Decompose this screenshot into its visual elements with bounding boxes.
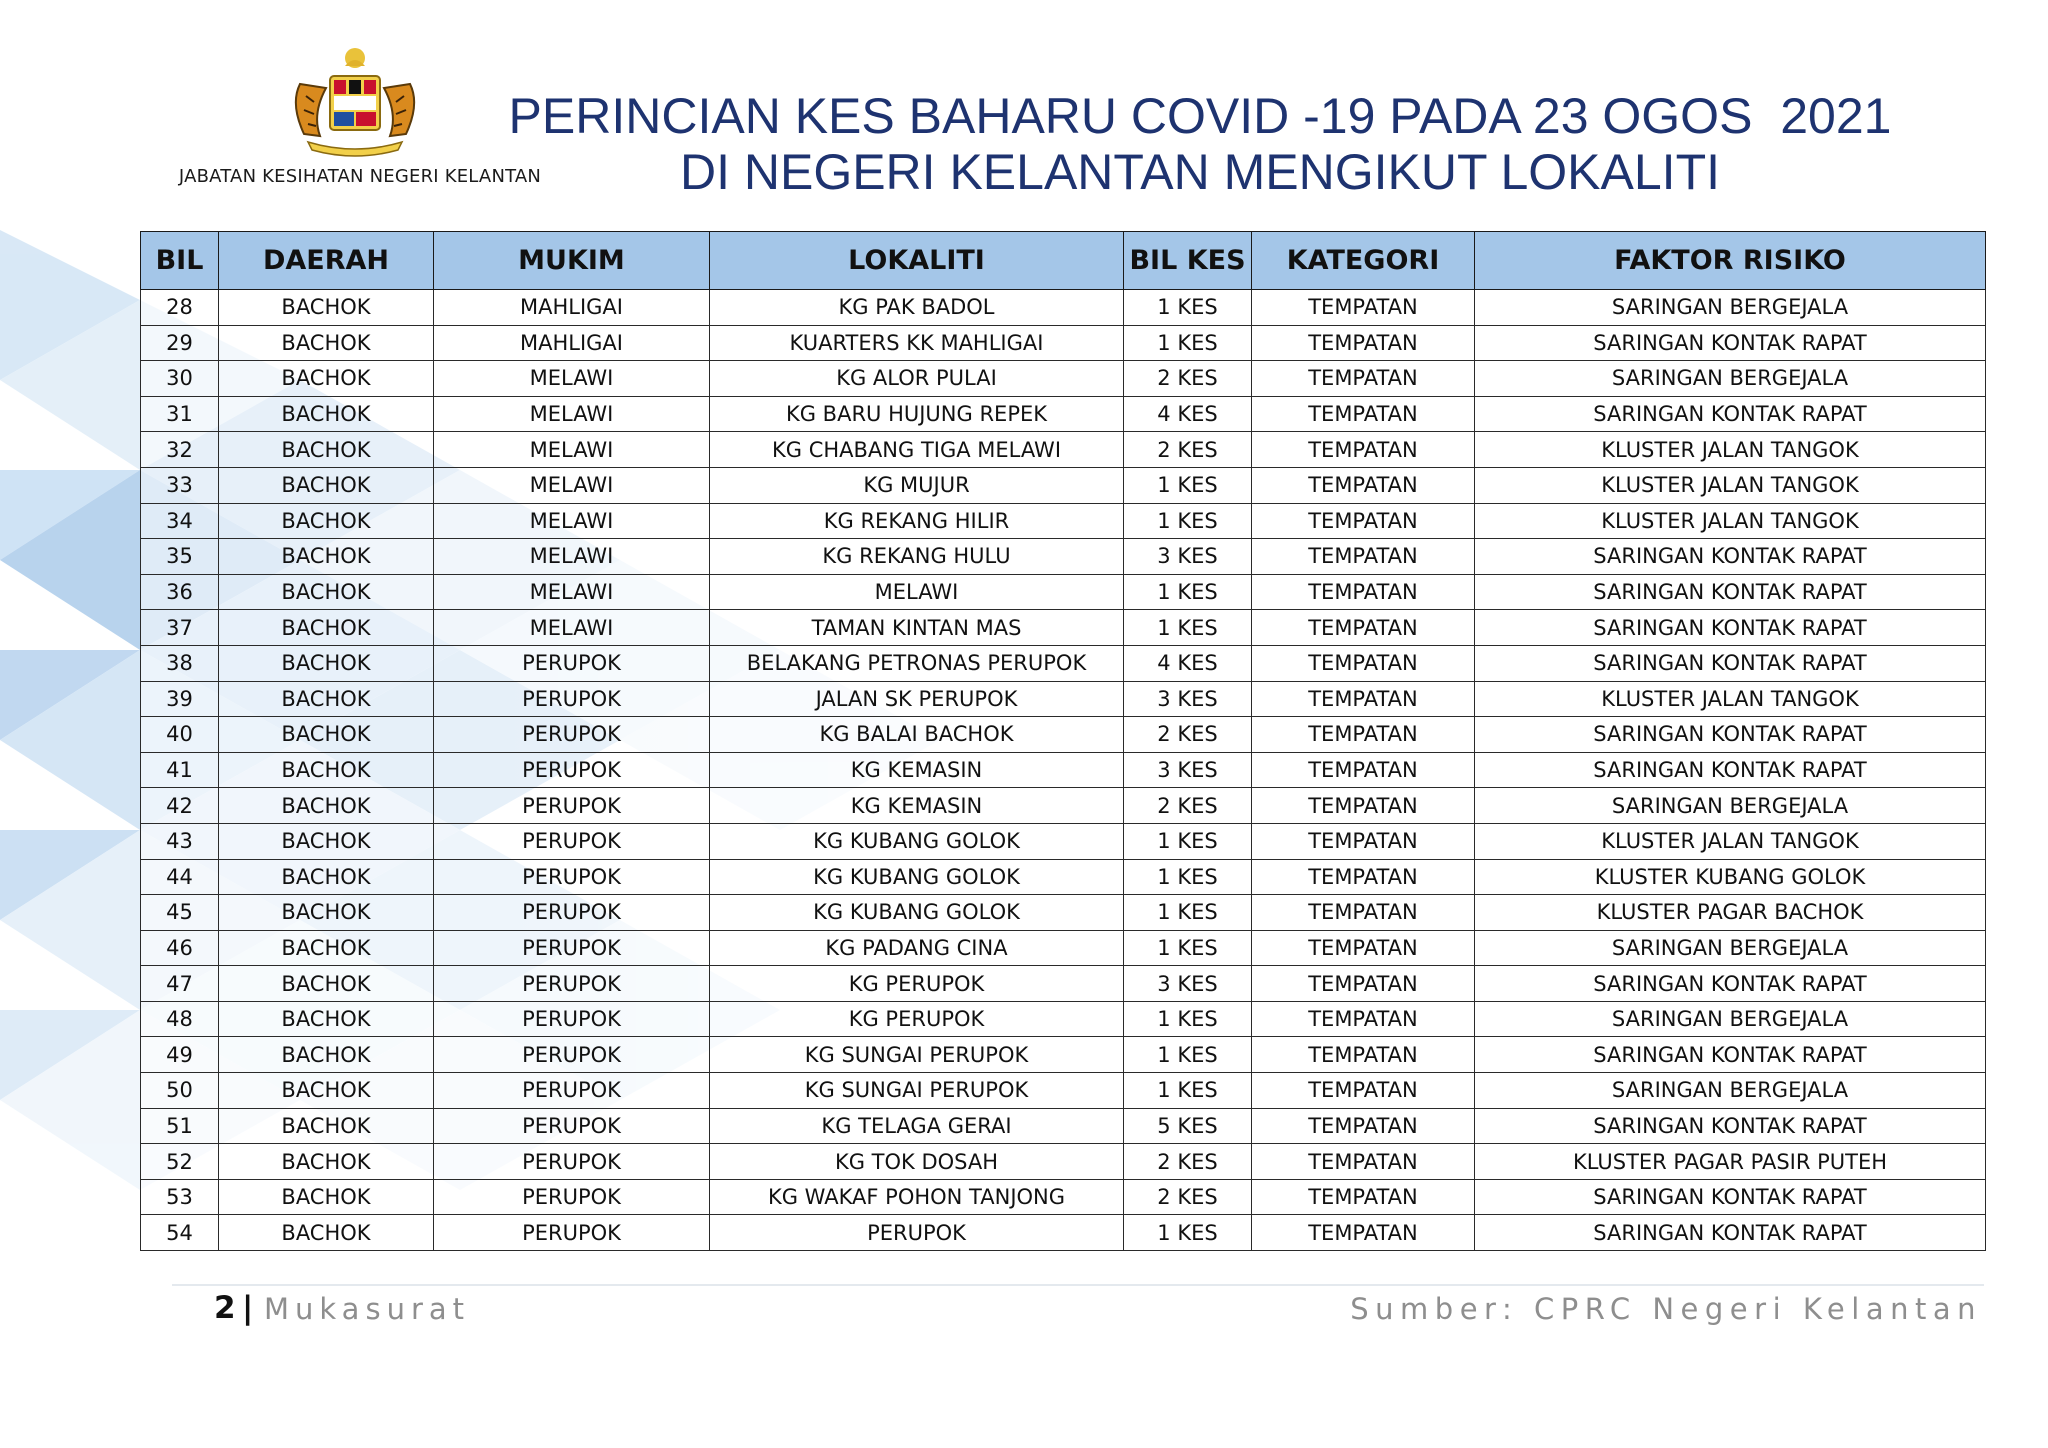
table-row xyxy=(141,539,1986,575)
cell-bil-kes: 5 KES xyxy=(1124,1108,1252,1144)
coat-of-arms-logo xyxy=(270,44,440,164)
cell-bil-kes: 2 KES xyxy=(1124,788,1252,824)
cell-faktor-risiko: SARINGAN KONTAK RAPAT xyxy=(1475,717,1986,753)
cell-faktor-risiko: KLUSTER PAGAR BACHOK xyxy=(1475,895,1986,931)
column-header-lokaliti: LOKALITI xyxy=(710,232,1124,290)
footer-divider xyxy=(172,1284,1984,1286)
table-row xyxy=(141,645,1986,681)
cell-bil: 42 xyxy=(141,788,219,824)
cell-kategori: TEMPATAN xyxy=(1252,467,1475,503)
cell-kategori: TEMPATAN xyxy=(1252,823,1475,859)
table-row xyxy=(141,574,1986,610)
cell-daerah: BACHOK xyxy=(219,467,434,503)
cell-bil-kes: 1 KES xyxy=(1124,1073,1252,1109)
page-separator: | xyxy=(242,1290,254,1326)
cell-daerah: BACHOK xyxy=(219,1215,434,1251)
cell-kategori: TEMPATAN xyxy=(1252,539,1475,575)
cell-kategori: TEMPATAN xyxy=(1252,1144,1475,1180)
title-line-2: DI NEGERI KELANTAN MENGIKUT LOKALITI xyxy=(679,144,1721,200)
cell-bil-kes: 2 KES xyxy=(1124,432,1252,468)
cell-bil-kes: 3 KES xyxy=(1124,966,1252,1002)
cell-bil-kes: 1 KES xyxy=(1124,823,1252,859)
title-line-1: PERINCIAN KES BAHARU COVID -19 PADA 23 OGOS 2021 xyxy=(508,88,1892,144)
cell-daerah: BACHOK xyxy=(219,645,434,681)
cell-lokaliti: KG SUNGAI PERUPOK xyxy=(710,1037,1124,1073)
cell-bil-kes: 3 KES xyxy=(1124,539,1252,575)
cell-daerah: BACHOK xyxy=(219,325,434,361)
cell-kategori: TEMPATAN xyxy=(1252,1001,1475,1037)
cell-lokaliti: KG WAKAF POHON TANJONG xyxy=(710,1179,1124,1215)
cell-daerah: BACHOK xyxy=(219,1037,434,1073)
cell-faktor-risiko: SARINGAN BERGEJALA xyxy=(1475,290,1986,326)
cell-bil: 53 xyxy=(141,1179,219,1215)
cell-daerah: BACHOK xyxy=(219,574,434,610)
cell-daerah: BACHOK xyxy=(219,895,434,931)
cell-mukim: MAHLIGAI xyxy=(434,290,710,326)
cell-kategori: TEMPATAN xyxy=(1252,432,1475,468)
cell-bil: 37 xyxy=(141,610,219,646)
cell-lokaliti: KG KEMASIN xyxy=(710,788,1124,824)
cell-faktor-risiko: KLUSTER JALAN TANGOK xyxy=(1475,503,1986,539)
cell-lokaliti: KG BALAI BACHOK xyxy=(710,717,1124,753)
cell-kategori: TEMPATAN xyxy=(1252,930,1475,966)
cell-bil-kes: 4 KES xyxy=(1124,396,1252,432)
cell-daerah: BACHOK xyxy=(219,290,434,326)
cell-daerah: BACHOK xyxy=(219,539,434,575)
cell-daerah: BACHOK xyxy=(219,717,434,753)
cell-mukim: MELAWI xyxy=(434,467,710,503)
source-note: Sumber: CPRC Negeri Kelantan xyxy=(1350,1292,1982,1326)
cell-faktor-risiko: KLUSTER JALAN TANGOK xyxy=(1475,432,1986,468)
cell-bil-kes: 1 KES xyxy=(1124,1001,1252,1037)
cell-daerah: BACHOK xyxy=(219,788,434,824)
cell-bil: 32 xyxy=(141,432,219,468)
cell-kategori: TEMPATAN xyxy=(1252,610,1475,646)
cell-bil: 51 xyxy=(141,1108,219,1144)
cell-lokaliti: KG PAK BADOL xyxy=(710,290,1124,326)
cell-daerah: BACHOK xyxy=(219,1073,434,1109)
cell-faktor-risiko: SARINGAN BERGEJALA xyxy=(1475,1001,1986,1037)
cell-kategori: TEMPATAN xyxy=(1252,645,1475,681)
cell-bil: 50 xyxy=(141,1073,219,1109)
cell-faktor-risiko: SARINGAN KONTAK RAPAT xyxy=(1475,539,1986,575)
cell-bil-kes: 1 KES xyxy=(1124,503,1252,539)
table-row xyxy=(141,681,1986,717)
cell-mukim: PERUPOK xyxy=(434,895,710,931)
column-header-bil: BIL xyxy=(141,232,219,290)
cell-bil-kes: 2 KES xyxy=(1124,717,1252,753)
cell-bil-kes: 1 KES xyxy=(1124,895,1252,931)
cell-mukim: MELAWI xyxy=(434,396,710,432)
cell-kategori: TEMPATAN xyxy=(1252,966,1475,1002)
cell-daerah: BACHOK xyxy=(219,1144,434,1180)
cell-faktor-risiko: SARINGAN KONTAK RAPAT xyxy=(1475,574,1986,610)
cell-kategori: TEMPATAN xyxy=(1252,717,1475,753)
cell-daerah: BACHOK xyxy=(219,361,434,397)
cell-mukim: PERUPOK xyxy=(434,823,710,859)
cell-lokaliti: KG KUBANG GOLOK xyxy=(710,895,1124,931)
cell-lokaliti: KG KUBANG GOLOK xyxy=(710,859,1124,895)
cell-lokaliti: KG BARU HUJUNG REPEK xyxy=(710,396,1124,432)
cell-lokaliti: MELAWI xyxy=(710,574,1124,610)
cell-mukim: MAHLIGAI xyxy=(434,325,710,361)
cell-mukim: PERUPOK xyxy=(434,930,710,966)
cell-faktor-risiko: SARINGAN KONTAK RAPAT xyxy=(1475,1108,1986,1144)
cell-daerah: BACHOK xyxy=(219,752,434,788)
table-row xyxy=(141,432,1986,468)
cell-kategori: TEMPATAN xyxy=(1252,1073,1475,1109)
table-row xyxy=(141,396,1986,432)
cell-mukim: MELAWI xyxy=(434,503,710,539)
cell-bil: 29 xyxy=(141,325,219,361)
cell-faktor-risiko: KLUSTER JALAN TANGOK xyxy=(1475,467,1986,503)
cell-mukim: PERUPOK xyxy=(434,681,710,717)
cell-mukim: PERUPOK xyxy=(434,966,710,1002)
cases-table xyxy=(140,231,1986,1251)
cell-mukim: PERUPOK xyxy=(434,1215,710,1251)
cell-bil: 39 xyxy=(141,681,219,717)
cell-mukim: PERUPOK xyxy=(434,645,710,681)
cell-bil-kes: 1 KES xyxy=(1124,1215,1252,1251)
cell-faktor-risiko: SARINGAN BERGEJALA xyxy=(1475,1073,1986,1109)
table-row xyxy=(141,1073,1986,1109)
cell-lokaliti: JALAN SK PERUPOK xyxy=(710,681,1124,717)
cell-mukim: PERUPOK xyxy=(434,752,710,788)
cell-bil: 36 xyxy=(141,574,219,610)
cell-bil: 34 xyxy=(141,503,219,539)
cell-bil: 41 xyxy=(141,752,219,788)
table-row xyxy=(141,361,1986,397)
department-name: JABATAN KESIHATAN NEGERI KELANTAN xyxy=(178,166,542,187)
cell-faktor-risiko: SARINGAN BERGEJALA xyxy=(1475,930,1986,966)
cell-lokaliti: KG TELAGA GERAI xyxy=(710,1108,1124,1144)
cell-kategori: TEMPATAN xyxy=(1252,290,1475,326)
table-row xyxy=(141,325,1986,361)
cell-daerah: BACHOK xyxy=(219,930,434,966)
table-body xyxy=(141,290,1986,1251)
table-row xyxy=(141,788,1986,824)
cell-bil: 31 xyxy=(141,396,219,432)
cell-lokaliti: KG ALOR PULAI xyxy=(710,361,1124,397)
table-row xyxy=(141,467,1986,503)
cell-bil-kes: 2 KES xyxy=(1124,361,1252,397)
table-row xyxy=(141,290,1986,326)
cell-mukim: MELAWI xyxy=(434,574,710,610)
table-row xyxy=(141,1144,1986,1180)
cell-bil-kes: 1 KES xyxy=(1124,930,1252,966)
table-row xyxy=(141,1215,1986,1251)
cell-bil-kes: 3 KES xyxy=(1124,681,1252,717)
cell-faktor-risiko: KLUSTER PAGAR PASIR PUTEH xyxy=(1475,1144,1986,1180)
cell-bil: 38 xyxy=(141,645,219,681)
cell-faktor-risiko: SARINGAN KONTAK RAPAT xyxy=(1475,610,1986,646)
cell-mukim: PERUPOK xyxy=(434,1108,710,1144)
cell-faktor-risiko: SARINGAN KONTAK RAPAT xyxy=(1475,1037,1986,1073)
cell-faktor-risiko: SARINGAN BERGEJALA xyxy=(1475,361,1986,397)
cell-kategori: TEMPATAN xyxy=(1252,396,1475,432)
cell-daerah: BACHOK xyxy=(219,1001,434,1037)
cell-bil: 40 xyxy=(141,717,219,753)
cell-lokaliti: KG SUNGAI PERUPOK xyxy=(710,1073,1124,1109)
cell-faktor-risiko: SARINGAN KONTAK RAPAT xyxy=(1475,325,1986,361)
cell-kategori: TEMPATAN xyxy=(1252,574,1475,610)
cell-lokaliti: KG PADANG CINA xyxy=(710,930,1124,966)
cell-daerah: BACHOK xyxy=(219,610,434,646)
cell-bil: 30 xyxy=(141,361,219,397)
cell-mukim: MELAWI xyxy=(434,432,710,468)
cell-bil: 43 xyxy=(141,823,219,859)
page-title xyxy=(500,88,1900,200)
cell-lokaliti: KG PERUPOK xyxy=(710,1001,1124,1037)
cell-mukim: PERUPOK xyxy=(434,717,710,753)
column-header-daerah: DAERAH xyxy=(219,232,434,290)
table-row xyxy=(141,895,1986,931)
cell-bil: 49 xyxy=(141,1037,219,1073)
cell-lokaliti: KG REKANG HULU xyxy=(710,539,1124,575)
cell-faktor-risiko: KLUSTER JALAN TANGOK xyxy=(1475,823,1986,859)
cell-faktor-risiko: SARINGAN KONTAK RAPAT xyxy=(1475,1215,1986,1251)
cell-lokaliti: KG REKANG HILIR xyxy=(710,503,1124,539)
cell-lokaliti: PERUPOK xyxy=(710,1215,1124,1251)
cell-bil: 28 xyxy=(141,290,219,326)
column-header-faktor-risiko: FAKTOR RISIKO xyxy=(1475,232,1986,290)
cell-mukim: PERUPOK xyxy=(434,1001,710,1037)
cell-faktor-risiko: KLUSTER JALAN TANGOK xyxy=(1475,681,1986,717)
cell-bil: 35 xyxy=(141,539,219,575)
table-row xyxy=(141,752,1986,788)
cell-bil-kes: 1 KES xyxy=(1124,610,1252,646)
table-row xyxy=(141,930,1986,966)
cell-bil: 48 xyxy=(141,1001,219,1037)
cell-lokaliti: KG KEMASIN xyxy=(710,752,1124,788)
table-header xyxy=(141,232,1986,290)
cell-mukim: MELAWI xyxy=(434,361,710,397)
cell-daerah: BACHOK xyxy=(219,966,434,1002)
table-row xyxy=(141,610,1986,646)
cell-bil-kes: 1 KES xyxy=(1124,290,1252,326)
page-label: Mukasurat xyxy=(264,1292,471,1326)
cell-faktor-risiko: SARINGAN KONTAK RAPAT xyxy=(1475,396,1986,432)
cell-bil: 52 xyxy=(141,1144,219,1180)
cell-daerah: BACHOK xyxy=(219,396,434,432)
cell-bil: 46 xyxy=(141,930,219,966)
cell-bil-kes: 1 KES xyxy=(1124,467,1252,503)
cell-bil: 33 xyxy=(141,467,219,503)
cell-kategori: TEMPATAN xyxy=(1252,1108,1475,1144)
cell-mukim: PERUPOK xyxy=(434,1179,710,1215)
cell-kategori: TEMPATAN xyxy=(1252,361,1475,397)
cell-bil-kes: 4 KES xyxy=(1124,645,1252,681)
cell-kategori: TEMPATAN xyxy=(1252,681,1475,717)
cell-mukim: MELAWI xyxy=(434,610,710,646)
cell-mukim: PERUPOK xyxy=(434,1144,710,1180)
column-header-mukim: MUKIM xyxy=(434,232,710,290)
table-row xyxy=(141,966,1986,1002)
cell-bil-kes: 1 KES xyxy=(1124,574,1252,610)
cell-faktor-risiko: KLUSTER KUBANG GOLOK xyxy=(1475,859,1986,895)
column-header-kategori: KATEGORI xyxy=(1252,232,1475,290)
cell-lokaliti: BELAKANG PETRONAS PERUPOK xyxy=(710,645,1124,681)
cell-faktor-risiko: SARINGAN KONTAK RAPAT xyxy=(1475,966,1986,1002)
cell-lokaliti: TAMAN KINTAN MAS xyxy=(710,610,1124,646)
cell-bil: 45 xyxy=(141,895,219,931)
cell-lokaliti: KG KUBANG GOLOK xyxy=(710,823,1124,859)
cell-lokaliti: KG TOK DOSAH xyxy=(710,1144,1124,1180)
page-number: 2 xyxy=(214,1290,236,1326)
cell-bil: 54 xyxy=(141,1215,219,1251)
cell-mukim: PERUPOK xyxy=(434,788,710,824)
cell-mukim: PERUPOK xyxy=(434,1073,710,1109)
cell-kategori: TEMPATAN xyxy=(1252,1037,1475,1073)
cell-bil-kes: 3 KES xyxy=(1124,752,1252,788)
cell-bil-kes: 1 KES xyxy=(1124,325,1252,361)
table-row xyxy=(141,1179,1986,1215)
table-row xyxy=(141,717,1986,753)
cell-bil-kes: 1 KES xyxy=(1124,859,1252,895)
cell-daerah: BACHOK xyxy=(219,823,434,859)
cell-kategori: TEMPATAN xyxy=(1252,859,1475,895)
cell-bil: 44 xyxy=(141,859,219,895)
table-row xyxy=(141,1108,1986,1144)
cell-kategori: TEMPATAN xyxy=(1252,503,1475,539)
cell-daerah: BACHOK xyxy=(219,681,434,717)
cell-faktor-risiko: SARINGAN KONTAK RAPAT xyxy=(1475,752,1986,788)
cell-daerah: BACHOK xyxy=(219,503,434,539)
cell-faktor-risiko: SARINGAN BERGEJALA xyxy=(1475,788,1986,824)
cell-mukim: MELAWI xyxy=(434,539,710,575)
cell-bil-kes: 2 KES xyxy=(1124,1144,1252,1180)
cell-kategori: TEMPATAN xyxy=(1252,1179,1475,1215)
cell-kategori: TEMPATAN xyxy=(1252,1215,1475,1251)
cell-bil-kes: 2 KES xyxy=(1124,1179,1252,1215)
column-header-bil-kes: BIL KES xyxy=(1124,232,1252,290)
cell-faktor-risiko: SARINGAN KONTAK RAPAT xyxy=(1475,645,1986,681)
cell-bil: 47 xyxy=(141,966,219,1002)
cell-daerah: BACHOK xyxy=(219,1108,434,1144)
table-row xyxy=(141,859,1986,895)
cell-mukim: PERUPOK xyxy=(434,1037,710,1073)
cell-kategori: TEMPATAN xyxy=(1252,752,1475,788)
table-row xyxy=(141,1001,1986,1037)
cell-kategori: TEMPATAN xyxy=(1252,325,1475,361)
cell-lokaliti: KG PERUPOK xyxy=(710,966,1124,1002)
cell-mukim: PERUPOK xyxy=(434,859,710,895)
cell-daerah: BACHOK xyxy=(219,859,434,895)
table-row xyxy=(141,1037,1986,1073)
cell-bil-kes: 1 KES xyxy=(1124,1037,1252,1073)
cell-kategori: TEMPATAN xyxy=(1252,895,1475,931)
cell-daerah: BACHOK xyxy=(219,432,434,468)
cell-lokaliti: KUARTERS KK MAHLIGAI xyxy=(710,325,1124,361)
cell-daerah: BACHOK xyxy=(219,1179,434,1215)
cell-lokaliti: KG CHABANG TIGA MELAWI xyxy=(710,432,1124,468)
cell-faktor-risiko: SARINGAN KONTAK RAPAT xyxy=(1475,1179,1986,1215)
table-row xyxy=(141,503,1986,539)
cell-kategori: TEMPATAN xyxy=(1252,788,1475,824)
cell-lokaliti: KG MUJUR xyxy=(710,467,1124,503)
table-row xyxy=(141,823,1986,859)
